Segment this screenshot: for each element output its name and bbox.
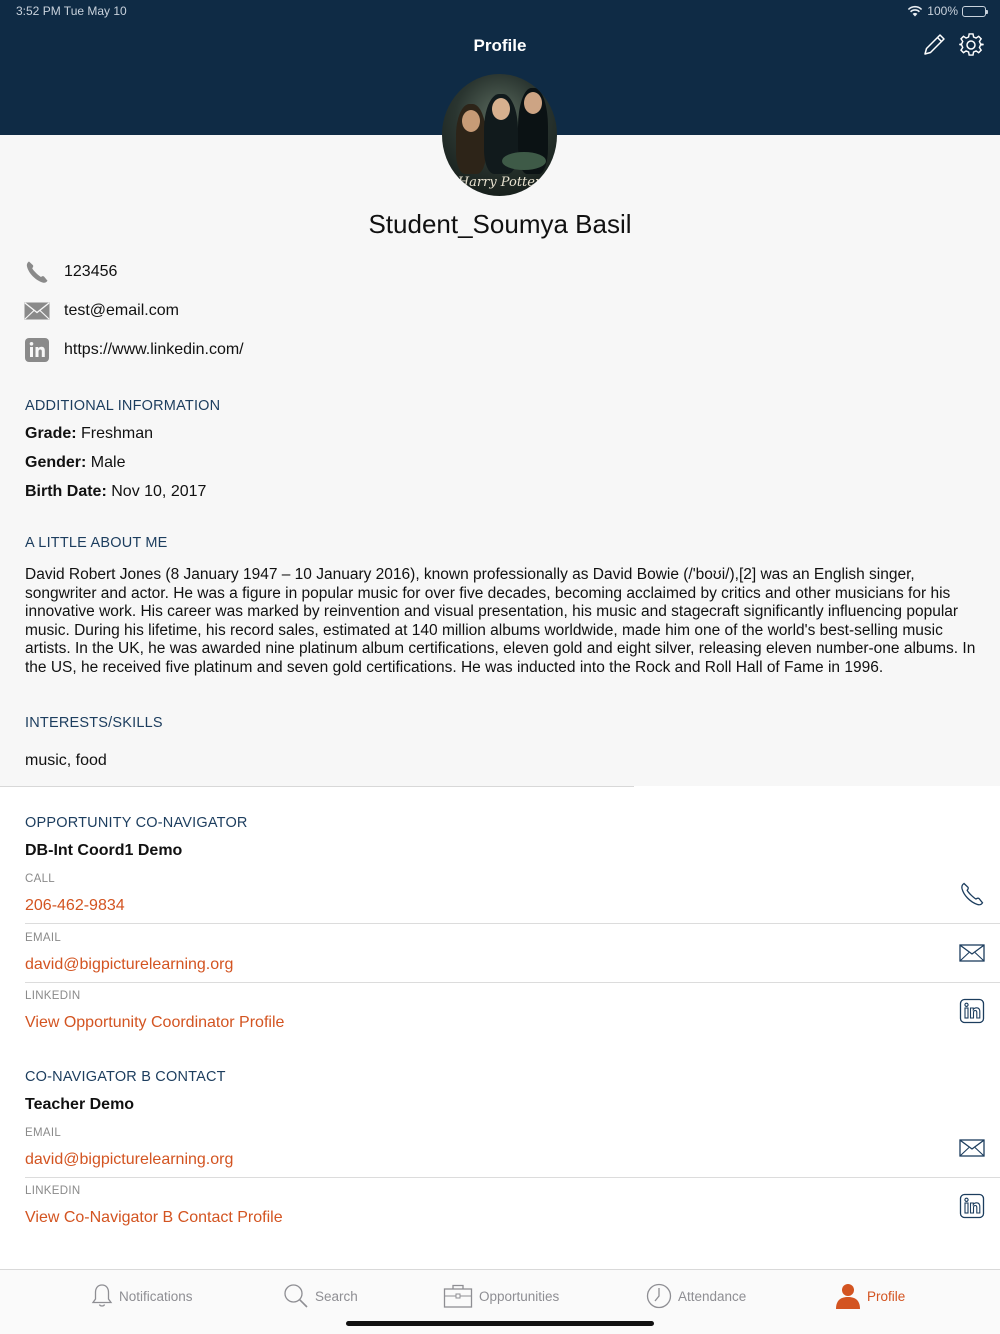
bell-icon <box>91 1283 113 1309</box>
call-label: CALL <box>25 873 55 885</box>
avatar-caption: Harry Potter <box>457 175 542 190</box>
phone-text: 123456 <box>64 263 118 280</box>
field-divider <box>25 1177 1000 1178</box>
envelope-outline-icon <box>959 943 985 963</box>
status-time-date: 3:52 PM Tue May 10 <box>16 4 127 18</box>
linkedin-label: LINKEDIN <box>25 990 81 1002</box>
additional-info-title: ADDITIONAL INFORMATION <box>25 398 221 414</box>
co-navigator-b-name: Teacher Demo <box>25 1096 135 1113</box>
tab-profile[interactable] <box>835 1280 905 1312</box>
tab-label: Notifications <box>119 1288 193 1304</box>
avatar[interactable] <box>442 74 557 196</box>
briefcase-icon <box>443 1283 473 1309</box>
edit-button[interactable] <box>919 30 949 60</box>
linkedin-link[interactable]: View Co-Navigator B Contact Profile <box>25 1209 283 1226</box>
linkedin-outline-icon <box>959 1193 985 1219</box>
linkedin-button[interactable] <box>958 1192 986 1220</box>
battery-icon <box>962 6 986 17</box>
status-bar <box>16 4 986 20</box>
email-row[interactable] <box>24 298 179 324</box>
person-icon <box>835 1283 861 1309</box>
call-button[interactable] <box>958 880 986 908</box>
phone-icon <box>24 259 50 285</box>
email-label: EMAIL <box>25 932 62 944</box>
envelope-outline-icon <box>959 1138 985 1158</box>
tab-label: Profile <box>867 1288 906 1304</box>
tab-label: Attendance <box>678 1288 747 1304</box>
tab-label: Opportunities <box>479 1288 560 1304</box>
pencil-icon <box>921 32 947 58</box>
field-divider <box>25 982 1000 983</box>
grade-line <box>25 425 153 443</box>
student-name: Student_Soumya Basil <box>368 209 632 239</box>
clock-icon <box>646 1283 672 1309</box>
status-right <box>907 4 986 18</box>
co-navigator-b-title: CO-NAVIGATOR B CONTACT <box>25 1069 226 1085</box>
tab-search[interactable] <box>283 1280 358 1312</box>
tab-notifications[interactable] <box>91 1280 193 1312</box>
email-link[interactable]: david@bigpicturelearning.org <box>25 1151 234 1168</box>
grade-value: Freshman <box>81 425 154 442</box>
linkedin-row[interactable] <box>24 337 244 363</box>
gear-icon <box>958 32 984 58</box>
phone-row[interactable] <box>24 259 117 285</box>
about-text: David Robert Jones (8 January 1947 – 10 January 2016), known professionally as David Bowie (/'boʊi/),[2] was an English singer, songwriter and actor. He was a figure in popular music for over five decades, becoming acclaimed by critics and other musicians for his innovative work. His career was marked by reinvention and visual presentation, his music and stagecraft significantly influencing popular music. During his lifetime, his record sales, estimated at 140 million albums worldwide, made him one of the world's best-selling music artists. In the UK, he was awarded nine platinum album certifications, eleven gold and eight silver, releasing eleven number-one albums. In the US, he received five platinum and seven gold certifications. He was inducted into the Rock and Roll Hall of Fame in 1996. <box>25 566 976 676</box>
birth-date-value: Nov 10, 2017 <box>111 483 207 500</box>
gender-value: Male <box>90 454 126 471</box>
tab-attendance[interactable] <box>646 1280 746 1312</box>
envelope-icon <box>24 298 50 324</box>
battery-percent: 100% <box>927 4 958 18</box>
gender-line <box>25 454 125 472</box>
linkedin-link[interactable]: View Opportunity Coordinator Profile <box>25 1014 285 1031</box>
tab-opportunities[interactable] <box>443 1280 559 1312</box>
search-icon <box>283 1283 309 1309</box>
co-navigator-name: DB-Int Coord1 Demo <box>25 842 183 859</box>
interests-title: INTERESTS/SKILLS <box>25 715 163 731</box>
linkedin-icon <box>24 337 50 363</box>
email-text: test@email.com <box>64 302 179 319</box>
birth-date-line <box>25 483 206 501</box>
page-title: Profile <box>473 36 527 55</box>
email-link[interactable]: david@bigpicturelearning.org <box>25 956 234 973</box>
linkedin-outline-icon <box>959 998 985 1024</box>
email-label: EMAIL <box>25 1127 62 1139</box>
wifi-icon <box>907 5 923 17</box>
field-divider <box>25 923 1000 924</box>
email-button[interactable] <box>958 939 986 967</box>
linkedin-button[interactable] <box>958 997 986 1025</box>
birth-date-label: Birth Date: <box>25 483 107 500</box>
settings-button[interactable] <box>956 30 986 60</box>
tab-label: Search <box>315 1288 358 1304</box>
linkedin-label: LINKEDIN <box>25 1185 81 1197</box>
linkedin-text: https://www.linkedin.com/ <box>64 341 244 358</box>
home-indicator <box>346 1321 654 1326</box>
co-navigator-title: OPPORTUNITY CO-NAVIGATOR <box>25 815 248 831</box>
phone-outline-icon <box>959 881 985 907</box>
gender-label: Gender: <box>25 454 87 471</box>
divider <box>0 786 634 787</box>
interests-text: music, food <box>25 752 107 769</box>
call-link[interactable]: 206-462-9834 <box>25 897 125 914</box>
about-title: A LITTLE ABOUT ME <box>25 535 168 551</box>
email-button[interactable] <box>958 1134 986 1162</box>
grade-label: Grade: <box>25 425 77 442</box>
